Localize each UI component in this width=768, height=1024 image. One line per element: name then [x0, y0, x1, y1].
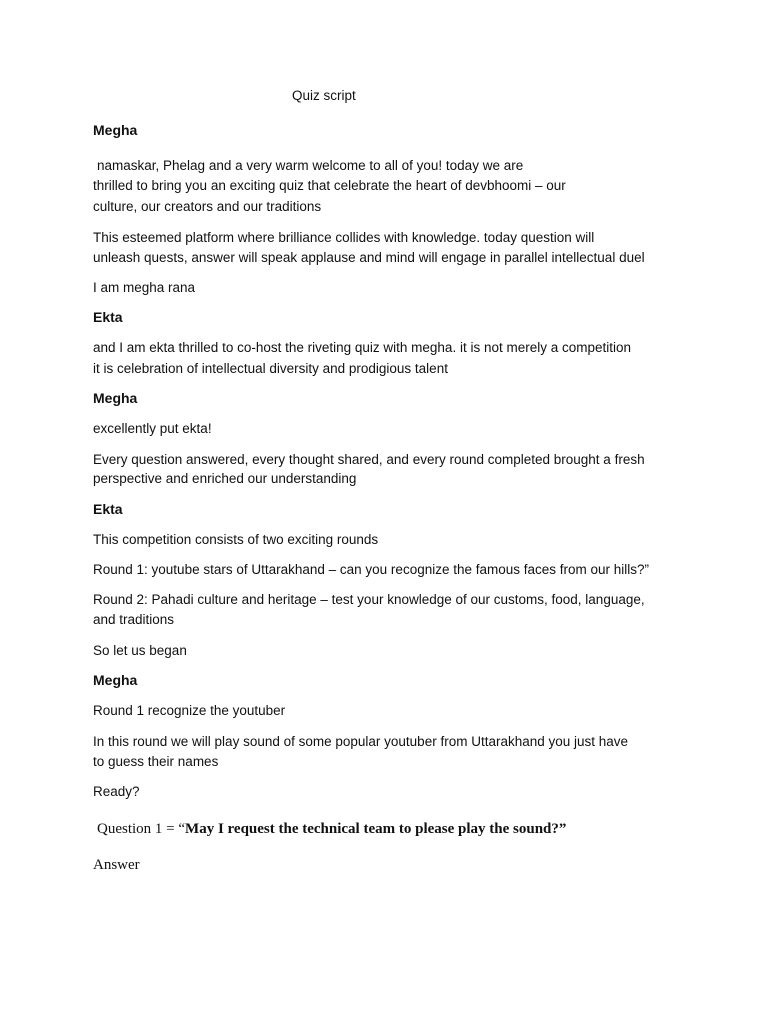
paragraph-line: perspective and enriched our understanding — [93, 471, 357, 486]
speaker-ekta: Ekta — [93, 309, 123, 325]
speaker-megha: Megha — [93, 672, 138, 688]
speaker-megha: Megha — [93, 122, 138, 138]
paragraph-line: In this round we will play sound of some popular youtuber from Uttarakhand you just have — [93, 734, 629, 749]
question-text: May I request the technical team to please play the sound?” — [185, 821, 567, 837]
paragraph-line: Round 1 recognize the youtuber — [93, 703, 286, 718]
paragraph-line: excellently put ekta! — [93, 421, 212, 436]
question-prefix: Question 1 = “ — [97, 821, 186, 837]
document-title: Quiz script — [292, 88, 356, 103]
paragraph-line: and I am ekta thrilled to co-host the riveting quiz with megha. it is not merely a competition — [93, 340, 632, 355]
paragraph-line: Every question answered, every thought shared, and every round completed brought a fresh — [93, 452, 645, 467]
speaker-megha: Megha — [93, 390, 138, 406]
paragraph-line: culture, our creators and our traditions — [93, 199, 322, 214]
paragraph-line: Round 2: Pahadi culture and heritage – test your knowledge of our customs, food, language, — [93, 592, 645, 607]
paragraph-line: So let us began — [93, 643, 187, 658]
paragraph-line: Round 1: youtube stars of Uttarakhand – can you recognize the famous faces from our hills?” — [93, 562, 650, 577]
paragraph-line: This competition consists of two exciting rounds — [93, 532, 379, 547]
paragraph-line: and traditions — [93, 612, 175, 627]
question-line — [97, 819, 566, 839]
paragraph-line: Ready? — [93, 784, 140, 799]
answer-label: Answer — [93, 857, 140, 873]
paragraph-line: This esteemed platform where brilliance collides with knowledge. today question will — [93, 230, 595, 245]
paragraph-line: it is celebration of intellectual diversity and prodigious talent — [93, 361, 448, 376]
paragraph-line: namaskar, Phelag and a very warm welcome to all of you! today we are — [97, 158, 524, 173]
paragraph-line: thrilled to bring you an exciting quiz that celebrate the heart of devbhoomi – our — [93, 178, 566, 193]
paragraph-line: to guess their names — [93, 754, 219, 769]
speaker-ekta: Ekta — [93, 501, 123, 517]
paragraph-line: unleash quests, answer will speak applause and mind will engage in parallel intellectual duel — [93, 250, 645, 265]
paragraph-line: I am megha rana — [93, 280, 196, 295]
